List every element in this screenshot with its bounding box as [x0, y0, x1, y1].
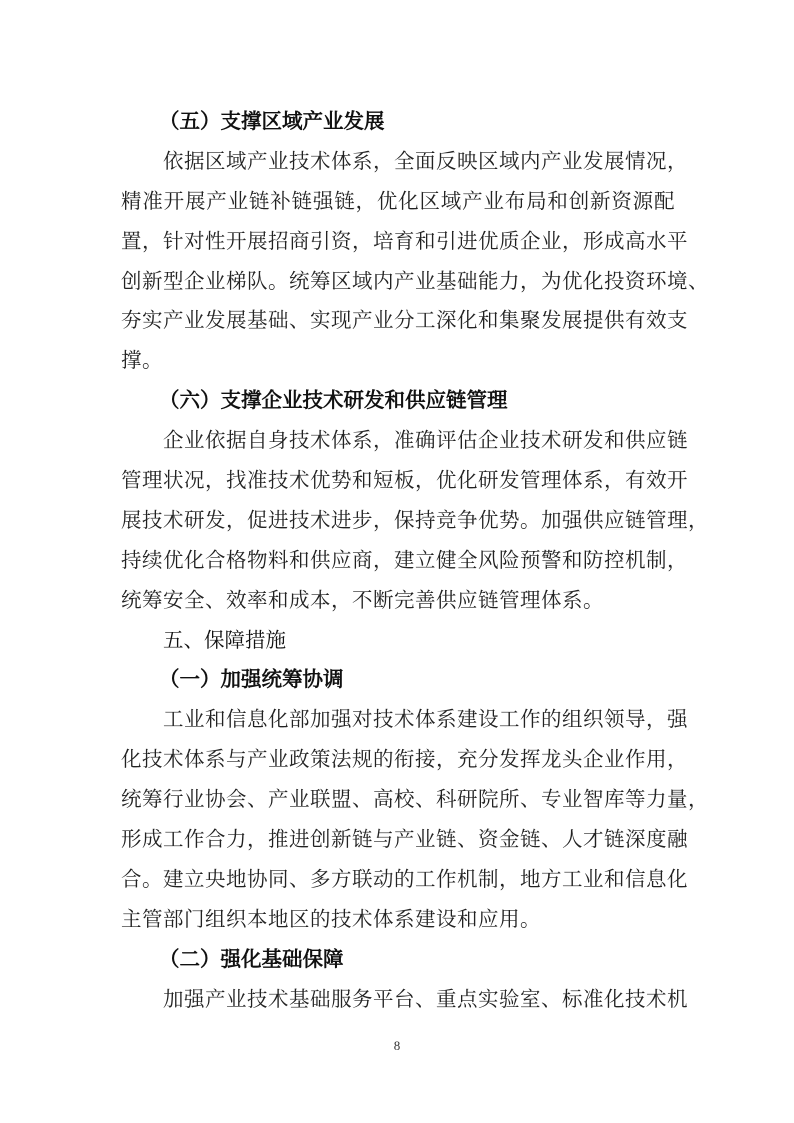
paragraph-line: 管理状况，找准技术优势和短板，优化研发管理体系，有效开 [121, 468, 688, 493]
subsection-heading-2: （二）强化基础保障 [159, 946, 344, 971]
chapter-heading: 五、保障措施 [163, 627, 286, 652]
paragraph-line: 置，针对性开展招商引资，培育和引进优质企业，形成高水平 [121, 228, 688, 253]
paragraph-line: 合。建立央地协同、多方联动的工作机制，地方工业和信息化 [121, 866, 688, 891]
paragraph-line: 撑。 [121, 348, 163, 373]
paragraph-line: 精准开展产业链补链强链，优化区域产业布局和创新资源配 [121, 188, 675, 213]
page-content [121, 102, 709, 1019]
paragraph-line: 加强产业技术基础服务平台、重点实验室、标准化技术机 [163, 986, 688, 1011]
paragraph-line: 统筹行业协会、产业联盟、高校、科研院所、专业智库等力量， [121, 787, 709, 812]
paragraph-line: 化技术体系与产业政策法规的衔接，充分发挥龙头企业作用， [121, 747, 688, 772]
paragraph-line: 工业和信息化部加强对技术体系建设工作的组织领导，强 [163, 707, 688, 732]
paragraph-line: 企业依据自身技术体系，准确评估企业技术研发和供应链 [163, 428, 688, 453]
paragraph-line: 创新型企业梯队。统筹区域内产业基础能力，为优化投资环境、 [121, 268, 709, 293]
paragraph-line: 夯实产业发展基础、实现产业分工深化和集聚发展提供有效支 [121, 308, 688, 333]
paragraph-line: 主管部门组织本地区的技术体系建设和应用。 [121, 906, 541, 931]
paragraph-line: 形成工作合力，推进创新链与产业链、资金链、人才链深度融 [121, 827, 688, 852]
paragraph-line: 展技术研发，促进技术进步，保持竞争优势。加强供应链管理， [121, 507, 709, 532]
paragraph-line: 统筹安全、效率和成本，不断完善供应链管理体系。 [121, 587, 604, 612]
subsection-heading-1: （一）加强统筹协调 [159, 667, 344, 692]
page-number: 8 [393, 1038, 401, 1053]
section-heading-6: （六）支撑企业技术研发和供应链管理 [159, 388, 508, 413]
section-heading-5: （五）支撑区域产业发展 [159, 109, 385, 133]
paragraph-line: 依据区域产业技术体系，全面反映区域内产业发展情况， [163, 148, 688, 173]
paragraph-line: 持续优化合格物料和供应商，建立健全风险预警和防控机制， [121, 547, 688, 572]
